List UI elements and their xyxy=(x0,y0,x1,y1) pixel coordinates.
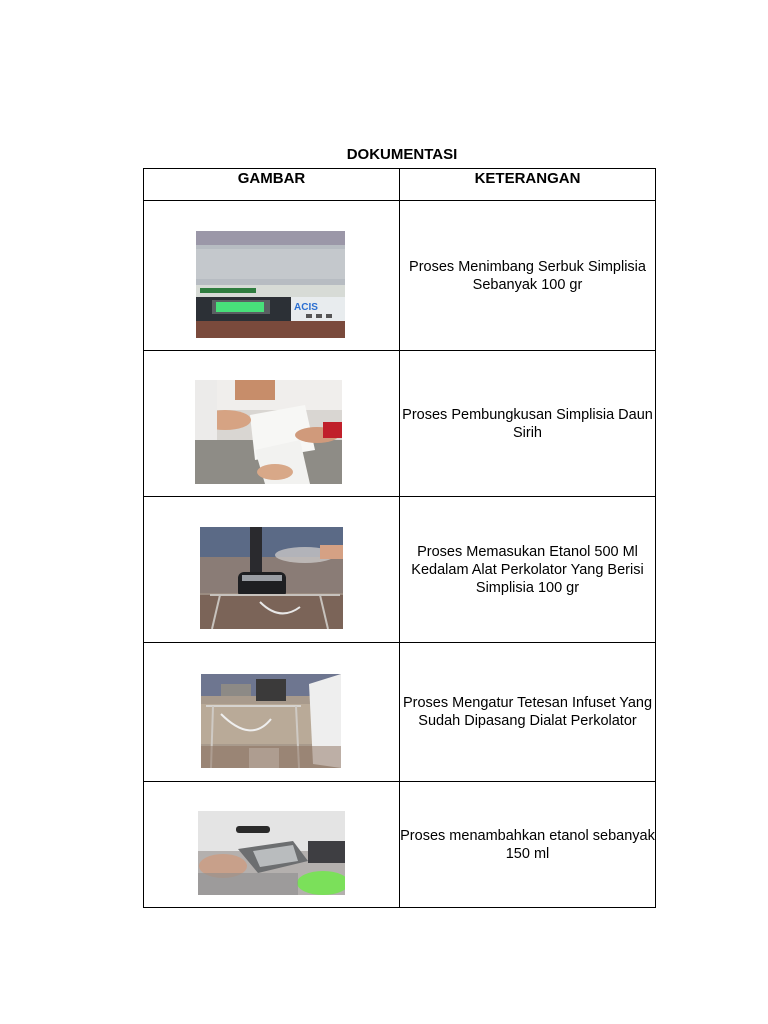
adding-ethanol-photo xyxy=(198,811,345,895)
image-cell xyxy=(144,351,400,497)
infuset-drip-photo xyxy=(201,674,341,768)
table-row xyxy=(144,782,656,908)
documentation-table xyxy=(143,168,656,908)
description-cell: Proses Mengatur Tetesan Infuset Yang Sudah Dipasang Dialat Perkolator xyxy=(400,643,656,782)
table-row xyxy=(144,201,656,351)
image-cell xyxy=(144,497,400,643)
description-cell: Proses Memasukan Etanol 500 Ml Kedalam Alat Perkolator Yang Berisi Simplisia 100 gr xyxy=(400,497,656,643)
table-row xyxy=(144,643,656,782)
description-cell: Proses menambahkan etanol sebanyak 150 ml xyxy=(400,782,656,908)
table-row xyxy=(144,351,656,497)
description-cell: Proses Pembungkusan Simplisia Daun Sirih xyxy=(400,351,656,497)
image-cell xyxy=(144,782,400,908)
header-gambar: GAMBAR xyxy=(144,169,400,201)
image-cell xyxy=(144,201,400,351)
page-title: DOKUMENTASI xyxy=(346,146,458,163)
table-header-row xyxy=(144,169,656,201)
percolator-ethanol-photo xyxy=(200,527,343,629)
scale-brand-text: ACIS xyxy=(294,302,318,313)
weighing-scale-photo xyxy=(196,231,345,338)
header-keterangan: KETERANGAN xyxy=(400,169,656,201)
table-row xyxy=(144,497,656,643)
image-cell xyxy=(144,643,400,782)
wrapping-leaves-photo xyxy=(195,380,342,484)
description-cell: Proses Menimbang Serbuk Simplisia Sebanyak 100 gr xyxy=(400,201,656,351)
